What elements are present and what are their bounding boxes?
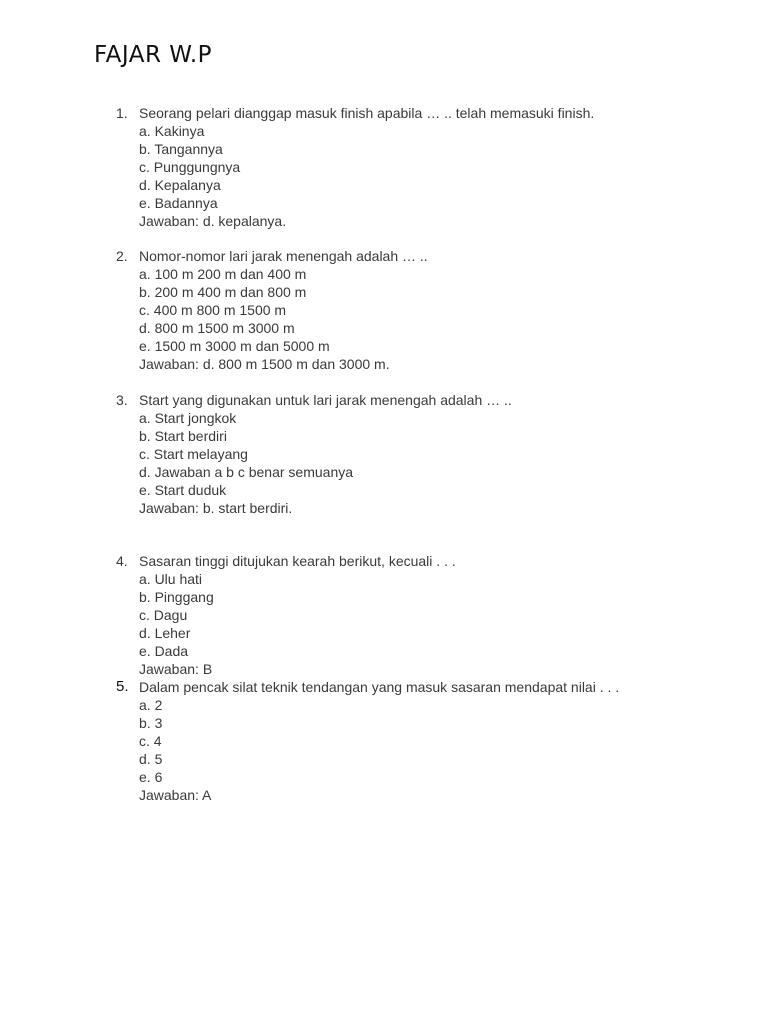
option-c: c. Start melayang [139,446,248,462]
answer-text: Jawaban: B [139,661,213,677]
option-e: e. Badannya [139,195,218,211]
answer-text: Jawaban: d. 800 m 1500 m dan 3000 m. [139,356,390,372]
answer-text: Jawaban: d. kepalanya. [139,213,287,229]
option-a: a. Kakinya [139,123,205,139]
option-a: a. 100 m 200 m dan 400 m [139,266,307,282]
option-b: b. 200 m 400 m dan 800 m [139,284,307,300]
question-text: Dalam pencak silat teknik tendangan yang masuk sasaran mendapat nilai . . . [139,679,620,695]
question-text: Seorang pelari dianggap masuk finish apabila … .. telah memasuki finish. [139,105,595,121]
option-list [139,696,211,804]
option-list [139,570,214,678]
option-b: b. Tangannya [139,141,223,157]
option-e: e. Start duduk [139,482,227,498]
question-text: Nomor-nomor lari jarak menengah adalah … .. [139,248,428,264]
option-c: c. 4 [139,733,162,749]
option-d: d. 800 m 1500 m 3000 m [139,320,295,336]
question-number: 5. [116,678,129,695]
option-a: a. Ulu hati [139,571,203,587]
option-e: e. Dada [139,643,189,659]
question-number: 1. [116,105,128,121]
option-list [139,265,390,373]
answer-text: Jawaban: b. start berdiri. [139,500,293,516]
option-list [139,409,353,517]
option-a: a. Start jongkok [139,410,237,426]
question-text: Start yang digunakan untuk lari jarak menengah adalah … .. [139,392,512,408]
option-a: a. 2 [139,697,163,713]
option-e: e. 1500 m 3000 m dan 5000 m [139,338,330,354]
option-d: d. Leher [139,625,191,641]
option-b: b. Start berdiri [139,428,227,444]
question-number: 3. [116,392,128,408]
question-number: 2. [116,248,128,264]
question-text: Sasaran tinggi ditujukan kearah berikut, kecuali . . . [139,553,456,569]
option-c: c. Punggungnya [139,159,241,175]
option-c: c. 400 m 800 m 1500 m [139,302,287,318]
option-c: c. Dagu [139,607,188,623]
option-list [139,122,286,230]
answer-text: Jawaban: A [139,787,212,803]
option-e: e. 6 [139,769,163,785]
option-d: d. Jawaban a b c benar semuanya [139,464,354,480]
option-d: d. 5 [139,751,163,767]
option-b: b. 3 [139,715,163,731]
option-d: d. Kepalanya [139,177,221,193]
question-number: 4. [116,553,128,569]
option-b: b. Pinggang [139,589,214,605]
document-title: FAJAR W.P [94,42,213,68]
